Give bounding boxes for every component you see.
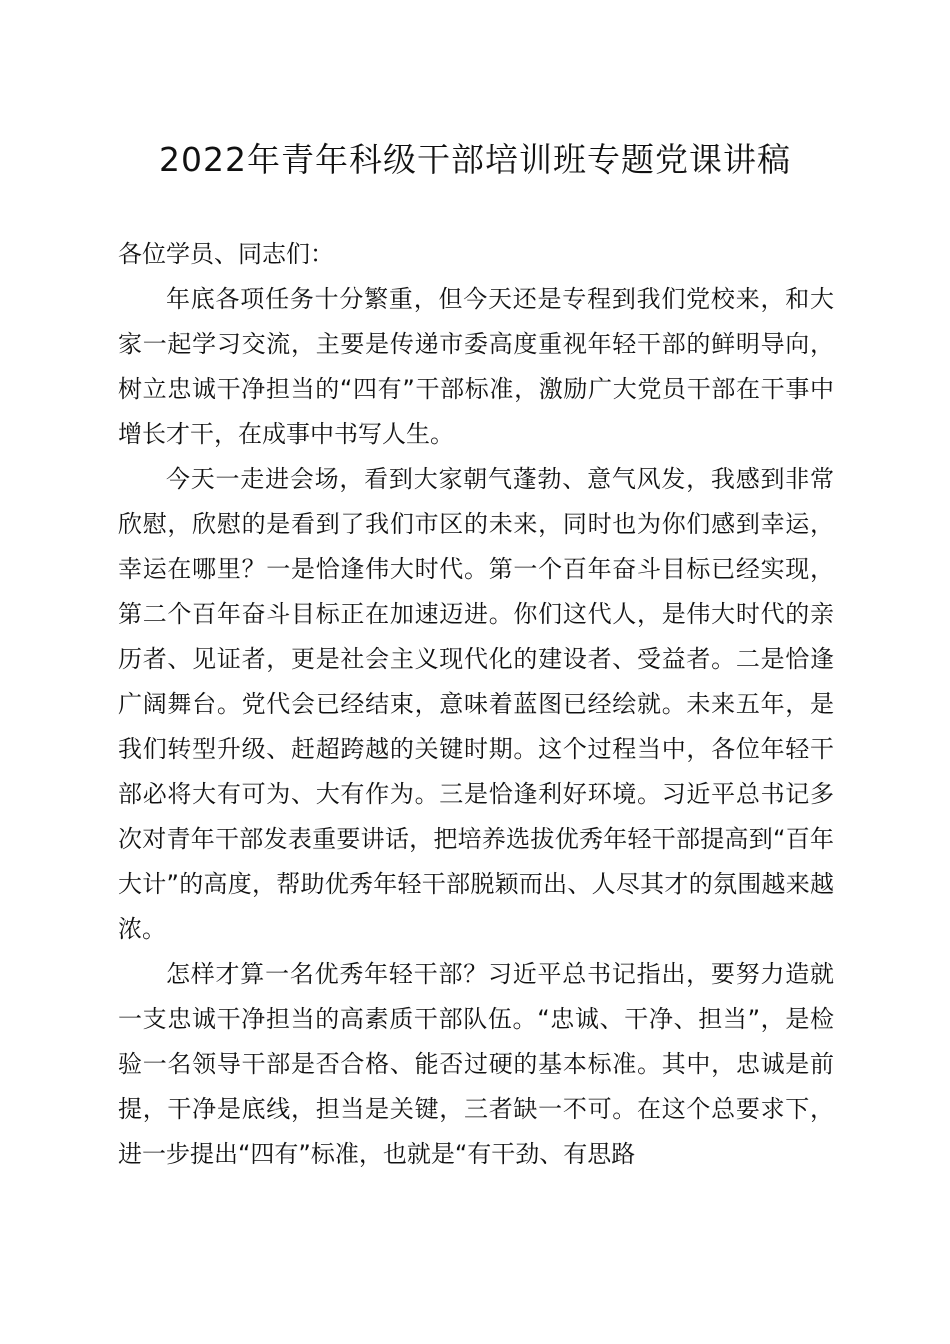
paragraph-2: 今天一走进会场，看到大家朝气蓬勃、意气风发，我感到非常欣慰，欣慰的是看到了我们市区的未来，同时也为你们感到幸运，幸运在哪里？一是恰逢伟大时代。第一个百年奋斗目标已经实现，第二个百年奋斗目标正在加速迈进。你们这代人，是伟大时代的亲历者、见证者，更是社会主义现代化的建设者、受益者。二是恰逢广阔舞台。党代会已经结束，意味着蓝图已经绘就。未来五年，是我们转型升级、赶超跨越的关键时期。这个过程当中，各位年轻干部必将大有可为、大有作为。三是恰逢利好环境。习近平总书记多次对青年干部发表重要讲话，把培养选拔优秀年轻干部提高到“百年大计”的高度，帮助优秀年轻干部脱颖而出、人尽其才的氛围越来越浓。 (118, 465, 834, 943)
document-body (118, 232, 834, 1177)
paragraph-3: 怎样才算一名优秀年轻干部？习近平总书记指出，要努力造就一支忠诚干净担当的高素质干部队伍。“忠诚、干净、担当”，是检验一名领导干部是否合格、能否过硬的基本标准。其中，忠诚是前提，干净是底线，担当是关键，三者缺一不可。在这个总要求下，进一步提出“四有”标准，也就是“有干劲、有思路 (118, 960, 834, 1168)
salutation: 各位学员、同志们： (118, 240, 334, 268)
paragraph-1: 年底各项任务十分繁重，但今天还是专程到我们党校来，和大家一起学习交流，主要是传递市委高度重视年轻干部的鲜明导向，树立忠诚干净担当的“四有”干部标准，激励广大党员干部在干事中增长才干，在成事中书写人生。 (118, 285, 834, 448)
document-title: 2022年青年科级干部培训班专题党课讲稿 (159, 140, 791, 179)
